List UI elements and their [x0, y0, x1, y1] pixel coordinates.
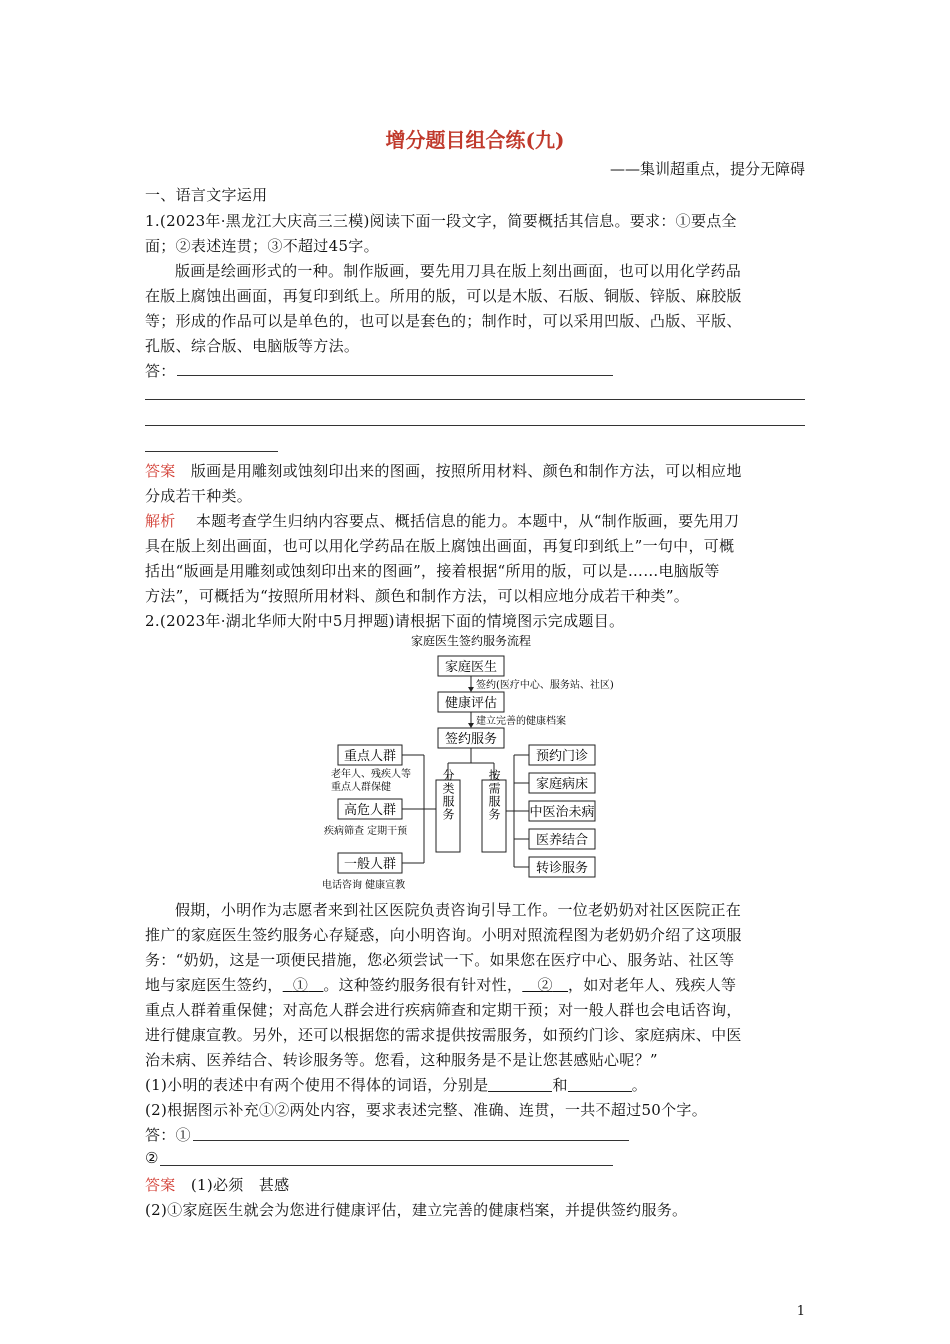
q2-sub1-text: (1)小明的表述中有两个使用不得体的词语，分别是 — [145, 1076, 489, 1094]
step1-note: 签约(医疗中心、服务站、社区) — [476, 680, 614, 691]
page-subtitle: ——集训超重点，提分无障碍 — [609, 160, 805, 178]
answer-blank-line[interactable] — [145, 399, 805, 400]
box-home-bed: 家庭病床 — [535, 777, 589, 792]
blank-1-number: ① — [292, 976, 309, 994]
box-appointment: 预约门诊 — [535, 749, 589, 764]
box-referral: 转诊服务 — [535, 861, 589, 876]
diagram-title: 家庭医生签约服务流程 — [410, 634, 532, 648]
q1-passage-line: 孔版、综合版、电脑版等方法。 — [145, 337, 360, 355]
q1-answer-prompt: 答： — [145, 362, 176, 380]
q1-analysis-line: 括出“版画是用雕刻或蚀刻印出来的图画”，接着根据“所用的版，可以是……电脑版等 — [145, 562, 720, 580]
step2-note: 建立完善的健康档案 — [476, 716, 566, 727]
q1-stem-line1: 1.(2023年·黑龙江大庆高三三模)阅读下面一段文字，简要概括其信息。要求：①要点全 — [145, 212, 737, 230]
flowchart-diagram — [300, 630, 650, 892]
q2-passage-text: 。这种签约服务很有针对性， — [323, 976, 523, 994]
q2-passage-line: 推广的家庭医生签约服务心存疑惑，向小明咨询。小明对照流程图为老奶奶介绍了这项服 — [145, 926, 742, 944]
key-group-note: 重点人群保健 — [331, 782, 391, 793]
q2-answer-prompt-2: ② — [145, 1149, 159, 1167]
page-number: 1 — [796, 1304, 805, 1319]
answer-blank-line[interactable] — [145, 425, 805, 426]
q2-passage-line: 假期，小明作为志愿者来到社区医院负责咨询引导工作。一位老奶奶对社区医院正在 — [175, 901, 742, 919]
q2-answer-1: (1)必须 甚感 — [190, 1176, 290, 1194]
q2-passage-line: 重点人群着重保健；对高危人群会进行疾病筛查和定期干预；对一般人群也会电话咨询， — [145, 1001, 742, 1019]
q1-analysis — [145, 510, 739, 531]
q2-sub1 — [145, 1074, 647, 1095]
q2-answer-2: (2)①家庭医生就会为您进行健康评估，建立完善的健康档案，并提供签约服务。 — [145, 1201, 688, 1219]
q1-passage-line: 版画是绘画形式的一种。制作版画，要先用刀具在版上刻出画面，也可以用化学药品 — [175, 262, 742, 280]
q2-passage-line: 进行健康宣教。另外，还可以根据您的需求提供按需服务，如预约门诊、家庭病床、中医 — [145, 1026, 742, 1044]
answer-blank-line[interactable] — [193, 1140, 629, 1141]
box-general: 一般人群 — [343, 857, 397, 872]
q2-sub2: (2)根据图示补充①②两处内容，要求表述完整、准确、连贯，一共不超过50个字。 — [145, 1101, 708, 1119]
q2-passage-text: 地与家庭医生签约， — [145, 976, 283, 994]
q2-passage-line-blanks — [145, 974, 736, 995]
answer-label: 答案 — [145, 1176, 176, 1194]
box-tcm: 中医治未病 — [529, 805, 595, 820]
q1-passage-line: 等；形成的作品可以是单色的，也可以是套色的；制作时，可以采用凹版、凸版、平版、 — [145, 312, 742, 330]
box-medical-care: 医养结合 — [535, 833, 589, 848]
box-family-doctor: 家庭医生 — [444, 660, 498, 675]
high-risk-note: 疾病筛查 定期干预 — [324, 826, 408, 837]
sub1-blank-1[interactable] — [488, 1077, 552, 1092]
q2-passage-line: 务：“奶奶，这是一项便民措施，您必须尝试一下。如果您在医疗中心、服务站、社区等 — [145, 951, 735, 969]
box-sign-service: 签约服务 — [444, 732, 498, 747]
q2-sub1-and: 和 — [552, 1076, 568, 1094]
q2-sub1-end: 。 — [631, 1076, 648, 1094]
box-on-demand-service: 按需服务 — [487, 769, 501, 821]
analysis-label: 解析 — [145, 512, 176, 530]
q1-answer-line2: 分成若干种类。 — [145, 487, 253, 505]
answer-label: 答案 — [145, 462, 176, 480]
q2-passage-line: 治未病、医养结合、转诊服务等。您看，这种服务是不是让您甚感贴心呢？” — [145, 1051, 658, 1069]
q1-analysis-line: 方法”，可概括为“按照所用材料、颜色和制作方法，可以相应地分成若干种类”。 — [145, 587, 690, 605]
box-key-group: 重点人群 — [343, 749, 397, 764]
q1-stem-line2: 面；②表述连贯；③不超过45字。 — [145, 237, 379, 255]
q1-analysis-text: 本题考查学生归纳内容要点、概括信息的能力。本题中，从“制作版画，要先用刀 — [195, 512, 740, 530]
general-note: 电话咨询 健康宣教 — [322, 880, 406, 891]
q1-answer — [145, 460, 742, 481]
q1-answer-text: 版画是用雕刻或蚀刻印出来的图画，按照所用材料、颜色和制作方法，可以相应地 — [190, 462, 742, 480]
section-heading: 一、语言文字运用 — [145, 186, 268, 204]
q2-answer — [145, 1174, 289, 1195]
page-title: 增分题目组合练(九) — [385, 128, 565, 152]
blank-1[interactable] — [283, 976, 324, 994]
answer-blank-line[interactable] — [145, 451, 278, 452]
answer-blank-line[interactable] — [177, 375, 613, 376]
blank-2-number: ② — [537, 976, 553, 994]
q2-stem: 2.(2023年·湖北华师大附中5月押题)请根据下面的情境图示完成题目。 — [145, 612, 625, 630]
blank-2[interactable] — [522, 976, 568, 994]
key-group-note: 老年人、残疾人等 — [331, 769, 411, 780]
box-high-risk: 高危人群 — [343, 803, 397, 818]
box-health-eval: 健康评估 — [444, 696, 498, 711]
sub1-blank-2[interactable] — [568, 1077, 632, 1092]
q2-passage-text: ，如对老年人、残疾人等 — [568, 976, 737, 994]
box-category-service: 分类服务 — [441, 769, 455, 821]
q2-answer-prompt-1: 答：① — [145, 1126, 191, 1144]
q1-analysis-line: 具在版上刻出画面，也可以用化学药品在版上腐蚀出画面，再复印到纸上”一句中，可概 — [145, 537, 735, 555]
q1-passage-line: 在版上腐蚀出画面，再复印到纸上。所用的版，可以是木版、石版、铜版、锌版、麻胶版 — [145, 287, 742, 305]
answer-blank-line[interactable] — [160, 1165, 613, 1166]
